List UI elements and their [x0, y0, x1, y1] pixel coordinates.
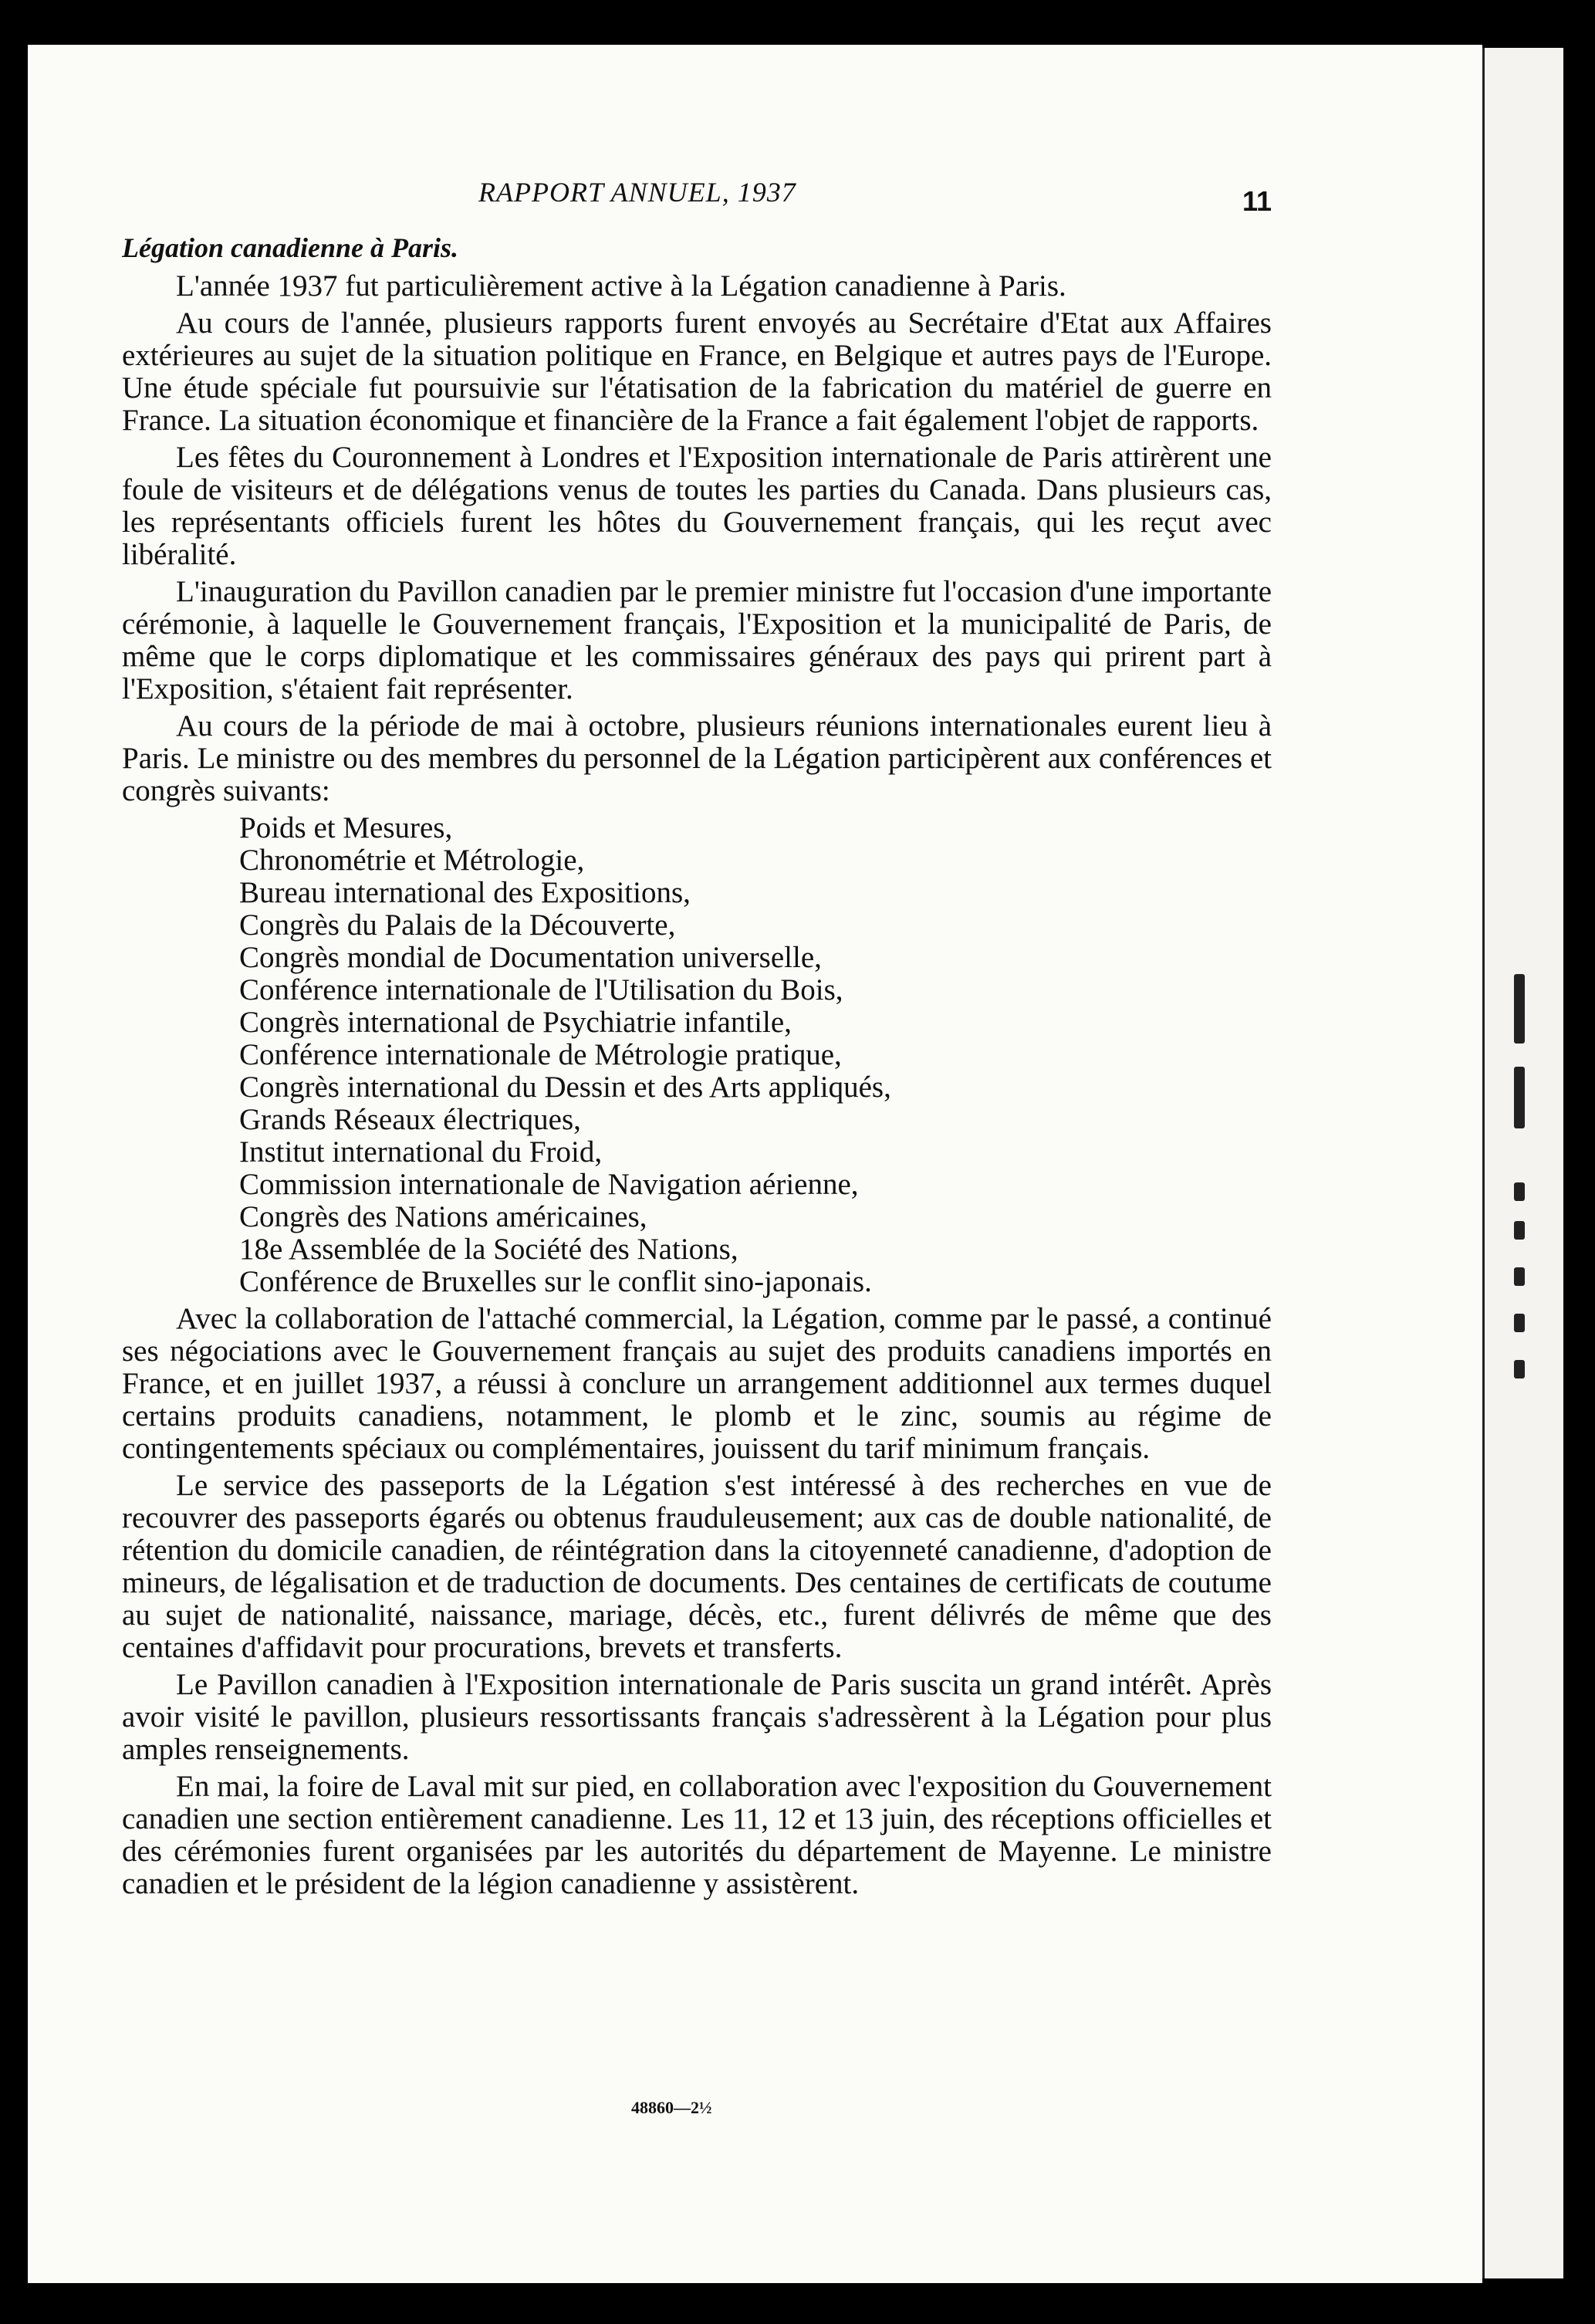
edge-mark: [1514, 1067, 1525, 1128]
paragraph: En mai, la foire de Laval mit sur pied, en collaboration avec l'exposition du Gouvernement canadien une section entièrement canadienne. Les 11, 12 et 13 juin, des réceptions officielles et des cérémonies furent organisées par les autorités du département de Mayenne. Le ministre canadien et le président de la légion canadienne y assistèrent.: [122, 1770, 1272, 1900]
paragraph: Avec la collaboration de l'attaché commercial, la Légation, comme par le passé, a continué ses négociations avec le Gouvernement français au sujet des produits canadiens importés en France, et en juillet 1937, a réussi à conclure un arrangement additionnel aux termes duquel certains produits canadiens, notamment, le plomb et le zinc, soumis au régime de contingentements spéciaux ou complémentaires, jouissent du tarif minimum français.: [122, 1302, 1272, 1465]
conference-item: Conférence de Bruxelles sur le conflit sino-japonais.: [239, 1265, 872, 1298]
running-header: RAPPORT ANNUEL, 1937: [478, 177, 796, 208]
conference-item: Congrès international de Psychiatrie infantile,: [239, 1006, 792, 1039]
edge-mark: [1514, 1182, 1525, 1201]
conference-item: Conférence internationale de l'Utilisation du Bois,: [239, 973, 843, 1006]
paragraph: Au cours de la période de mai à octobre, plusieurs réunions internationales eurent lieu à Paris. Le ministre ou des membres du personnel de la Légation participèrent aux conférences et congrès suivants:: [122, 709, 1272, 807]
conference-item: Bureau international des Expositions,: [239, 876, 691, 909]
conference-item: Commission internationale de Navigation aérienne,: [239, 1168, 859, 1201]
edge-mark: [1514, 1267, 1525, 1286]
section-title: Légation canadienne à Paris.: [122, 232, 459, 263]
page-number: 11: [1242, 185, 1272, 217]
conference-item: Chronométrie et Métrologie,: [239, 844, 585, 877]
conference-item: Conférence internationale de Métrologie pratique,: [239, 1038, 842, 1071]
conference-item: 18e Assemblée de la Société des Nations,: [239, 1233, 738, 1266]
adjacent-page-edge: [1482, 48, 1563, 2278]
conference-item: Poids et Mesures,: [239, 811, 453, 844]
conference-item: Congrès mondial de Documentation universelle,: [239, 941, 822, 974]
edge-mark: [1514, 974, 1525, 1044]
conference-item: Institut international du Froid,: [239, 1135, 603, 1169]
paragraph: Le service des passeports de la Légation s'est intéressé à des recherches en vue de recouvrer des passeports égarés ou obtenus frauduleusement; aux cas de double nationalité, de rétention du domicile canadien, de réintégration dans la citoyenneté canadienne, d'adoption de mineurs, de légalisation et de traduction de documents. Des centaines de certificats de coutume au sujet de nationalité, naissance, mariage, décès, etc., furent délivrés de même que des centaines d'affidavit pour procurations, brevets et transferts.: [122, 1469, 1272, 1664]
body-text: [122, 270, 1272, 1905]
paragraph: Les fêtes du Couronnement à Londres et l'Exposition internationale de Paris attirèrent une foule de visiteurs et de délégations venus de toutes les parties du Canada. Dans plusieurs cas, les représentants officiels furent les hôtes du Gouvernement français, qui les reçut avec libéralité.: [122, 441, 1272, 571]
paragraph: Au cours de l'année, plusieurs rapports furent envoyés au Secrétaire d'Etat aux Affaires extérieures au sujet de la situation politique en France, en Belgique et autres pays de l'Europe. Une étude spéciale fut poursuivie sur l'étatisation de la fabrication du matériel de guerre en France. La situation économique et financière de la France a fait également l'objet de rapports.: [122, 306, 1272, 437]
edge-mark: [1514, 1360, 1525, 1379]
edge-mark: [1514, 1221, 1525, 1240]
edge-mark: [1514, 1314, 1525, 1332]
conference-list: [122, 812, 1272, 1298]
print-code: 48860—2½: [631, 2098, 712, 2117]
conference-item: Grands Réseaux électriques,: [239, 1103, 581, 1136]
paragraph: L'année 1937 fut particulièrement active à la Légation canadienne à Paris.: [176, 269, 1066, 303]
conference-item: Congrès du Palais de la Découverte,: [239, 908, 676, 942]
paragraph: Le Pavillon canadien à l'Exposition internationale de Paris suscita un grand intérêt. Après avoir visité le pavillon, plusieurs ressortissants français s'adressèrent à la Légation pour plus amples renseignements.: [122, 1668, 1272, 1766]
conference-item: Congrès des Nations américaines,: [239, 1200, 647, 1233]
paragraph: L'inauguration du Pavillon canadien par le premier ministre fut l'occasion d'une importante cérémonie, à laquelle le Gouvernement français, l'Exposition et la municipalité de Paris, de même que le corps diplomatique et les commissaires généraux des pays qui prirent part à l'Exposition, s'étaient fait représenter.: [122, 575, 1272, 705]
conference-item: Congrès international du Dessin et des Arts appliqués,: [239, 1071, 891, 1104]
